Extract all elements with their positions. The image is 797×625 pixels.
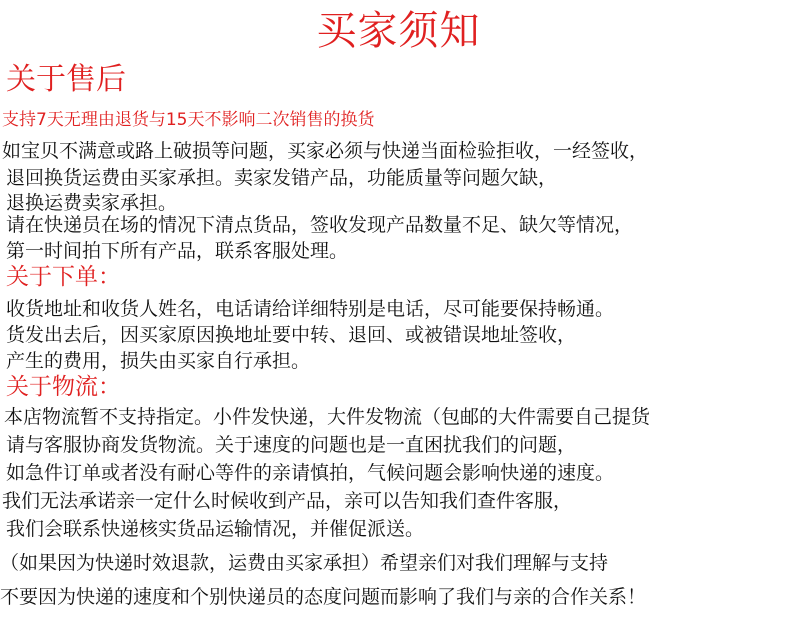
- logistics-heading: 关于物流：: [6, 374, 121, 400]
- ordering-line: 货发出去后，因买家原因换地址要中转、退回、或被错误地址签收，: [6, 324, 577, 346]
- after-sales-line: 退换运费卖家承担。: [6, 192, 178, 214]
- return-policy-highlight: 支持7天无理由退货与15天不影响二次销售的换货: [2, 110, 375, 130]
- logistics-line: 本店物流暂不支持指定。小件发快递，大件发物流（包邮的大件需要自己提货: [4, 406, 651, 428]
- after-sales-line: 退回换货运费由买家承担。卖家发错产品，功能质量等问题欠缺，: [6, 167, 558, 189]
- logistics-line: 我们会联系快递核实货品运输情况，并催促派送。: [6, 518, 425, 540]
- ordering-line: 收货地址和收货人姓名，电话请给详细特别是电话，尽可能要保持畅通。: [6, 298, 615, 320]
- after-sales-line: 请在快递员在场的情况下清点货品，签收发现产品数量不足、缺欠等情况，: [6, 214, 634, 236]
- after-sales-heading: 关于售后: [6, 62, 126, 97]
- after-sales-line: 第一时间拍下所有产品，联系客服处理。: [6, 240, 349, 262]
- after-sales-line: 如宝贝不满意或路上破损等问题，买家必须与快递当面检验拒收，一经签收，: [2, 140, 649, 162]
- logistics-line: 请与客服协商发货物流。关于速度的问题也是一直困扰我们的问题，: [6, 434, 577, 456]
- logistics-line: 如急件订单或者没有耐心等件的亲请慎拍，气候问题会影响快递的速度。: [6, 462, 615, 484]
- ordering-heading: 关于下单：: [6, 264, 121, 290]
- ordering-line: 产生的费用，损失由买家自行承担。: [6, 350, 311, 372]
- logistics-line: 我们无法承诺亲一定什么时候收到产品，亲可以告知我们查件客服，: [2, 490, 573, 512]
- logistics-line: 不要因为快递的速度和个别快递员的态度问题而影响了我们与亲的合作关系！: [0, 586, 647, 608]
- page-title: 买家须知: [316, 8, 481, 54]
- logistics-line: （如果因为快递时效退款，运费由买家承担）希望亲们对我们理解与支持: [0, 552, 609, 574]
